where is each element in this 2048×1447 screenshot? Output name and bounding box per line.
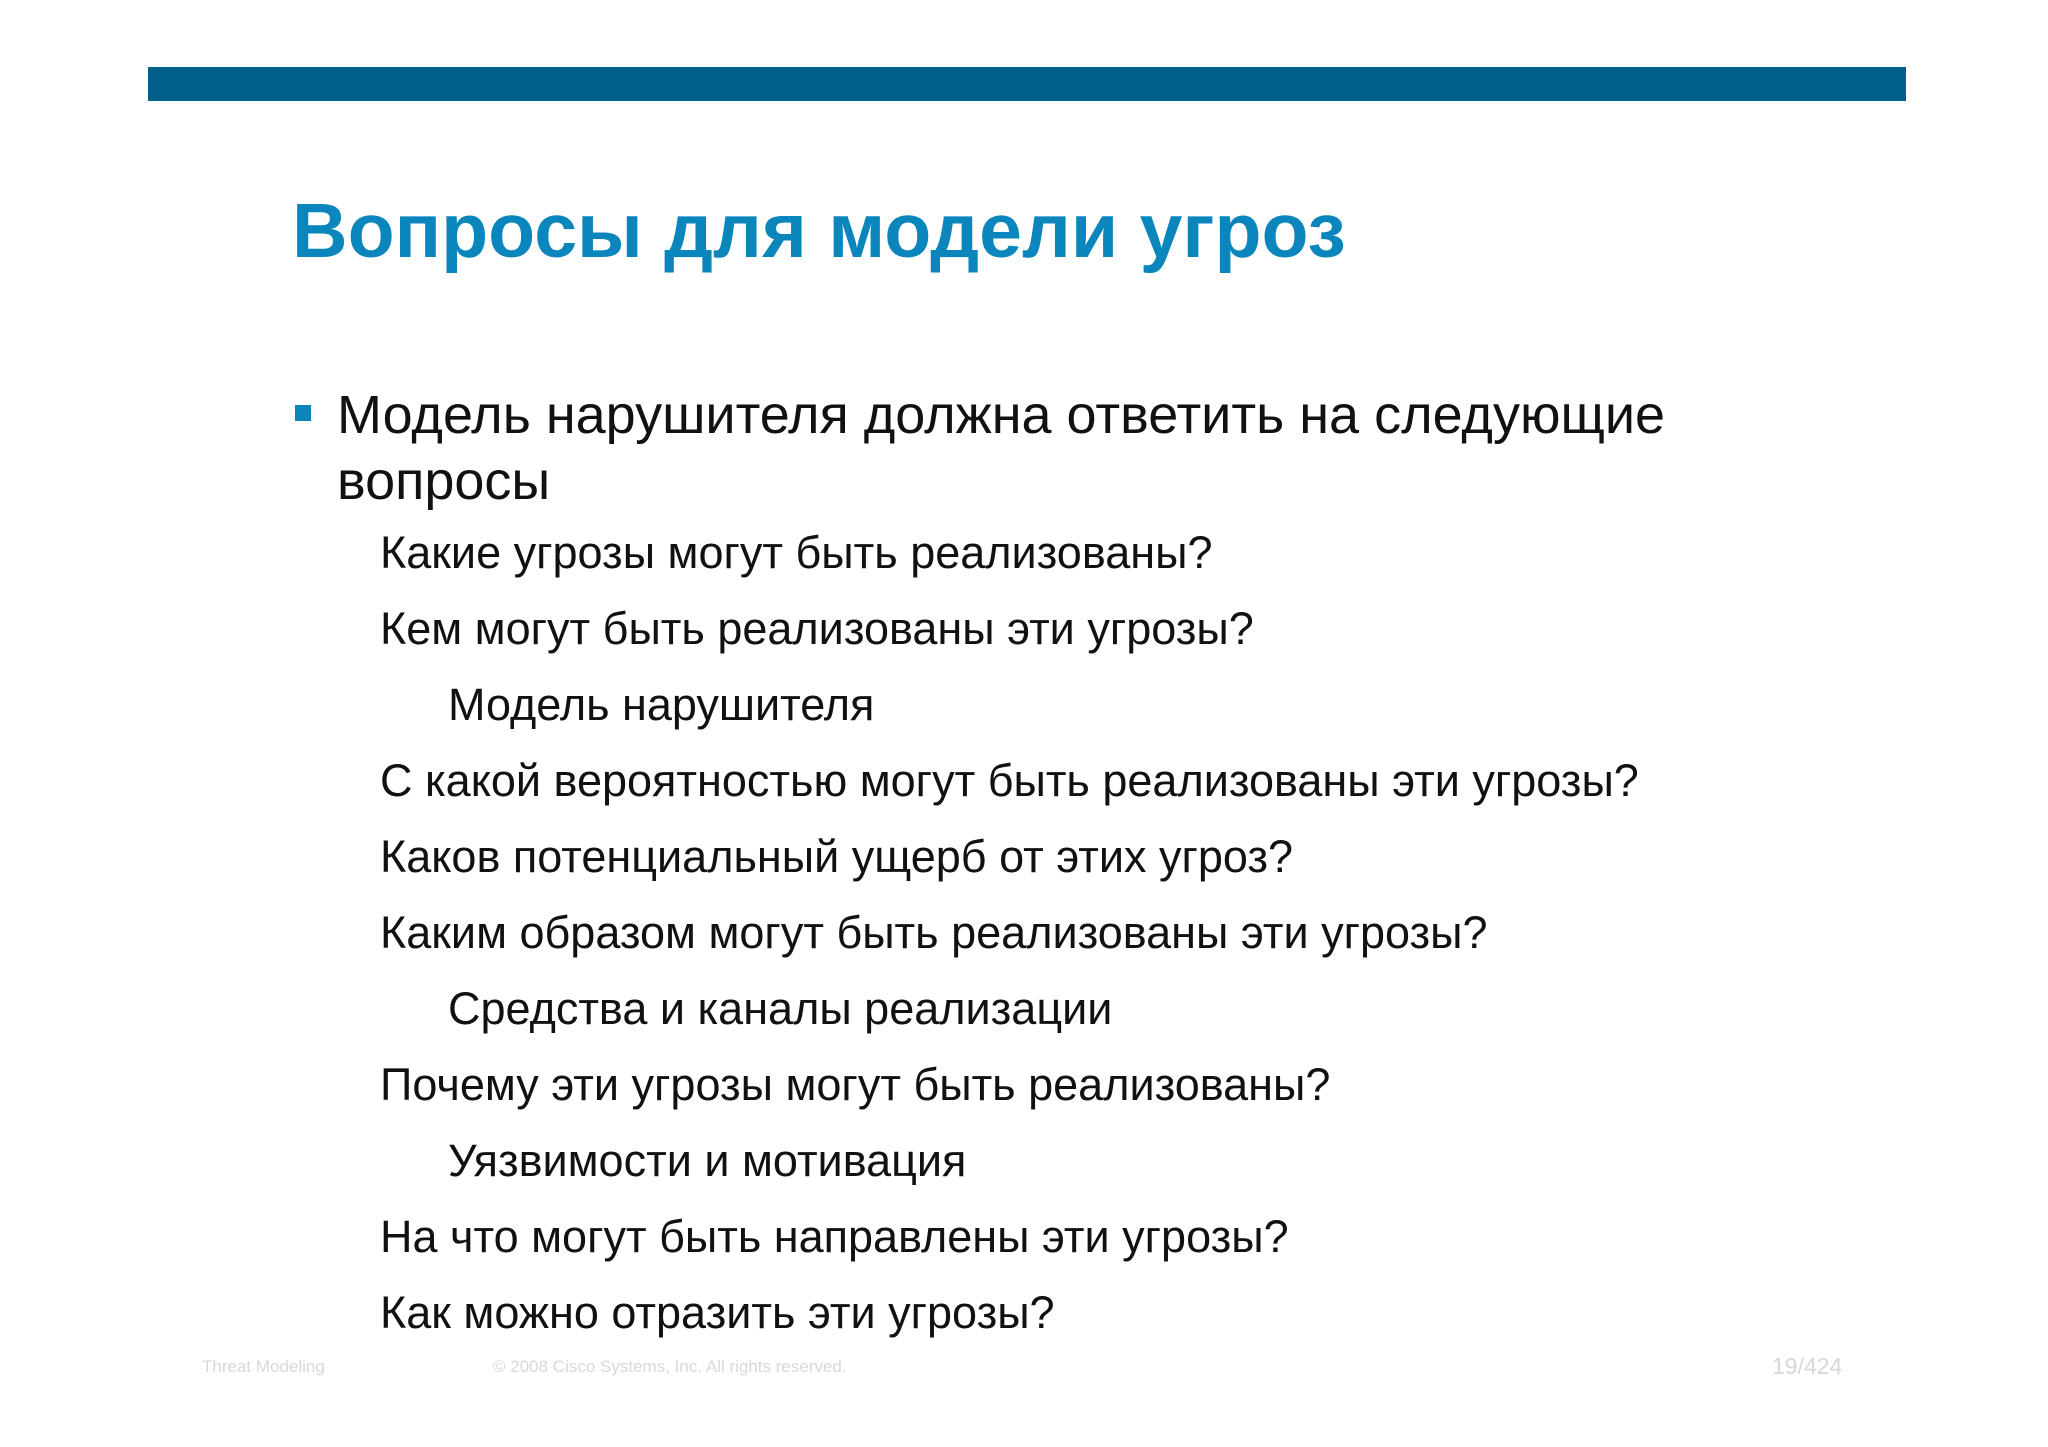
- list-item: Кем могут быть реализованы эти угрозы?: [380, 603, 1254, 654]
- footer-course-name: Threat Modeling: [202, 1357, 325, 1376]
- list-item: Уязвимости и мотивация: [448, 1135, 967, 1186]
- footer-copyright: © 2008 Cisco Systems, Inc. All rights reserved.: [493, 1357, 847, 1376]
- list-item: На что могут быть направлены эти угрозы?: [380, 1211, 1289, 1262]
- list-item: Как можно отразить эти угрозы?: [380, 1287, 1055, 1338]
- list-item: Каким образом могут быть реализованы эти угрозы?: [380, 907, 1488, 958]
- list-item: Какие угрозы могут быть реализованы?: [380, 527, 1213, 578]
- main-bullet-text: Модель нарушителя должна ответить на следующие вопросы: [337, 385, 1666, 511]
- list-item: Каков потенциальный ущерб от этих угроз?: [380, 831, 1294, 882]
- list-item: Модель нарушителя: [448, 679, 875, 730]
- list-item: Почему эти угрозы могут быть реализованы?: [380, 1059, 1331, 1110]
- square-bullet-icon: [295, 405, 311, 421]
- list-item: Средства и каналы реализации: [448, 983, 1113, 1034]
- footer-page-number: 19/424: [1772, 1353, 1843, 1379]
- list-item: С какой вероятностью могут быть реализованы эти угрозы?: [380, 755, 1639, 806]
- slide-title: Вопросы для модели угроз: [292, 188, 1346, 274]
- top-accent-bar: [148, 67, 1906, 101]
- main-bullet: [295, 382, 1795, 514]
